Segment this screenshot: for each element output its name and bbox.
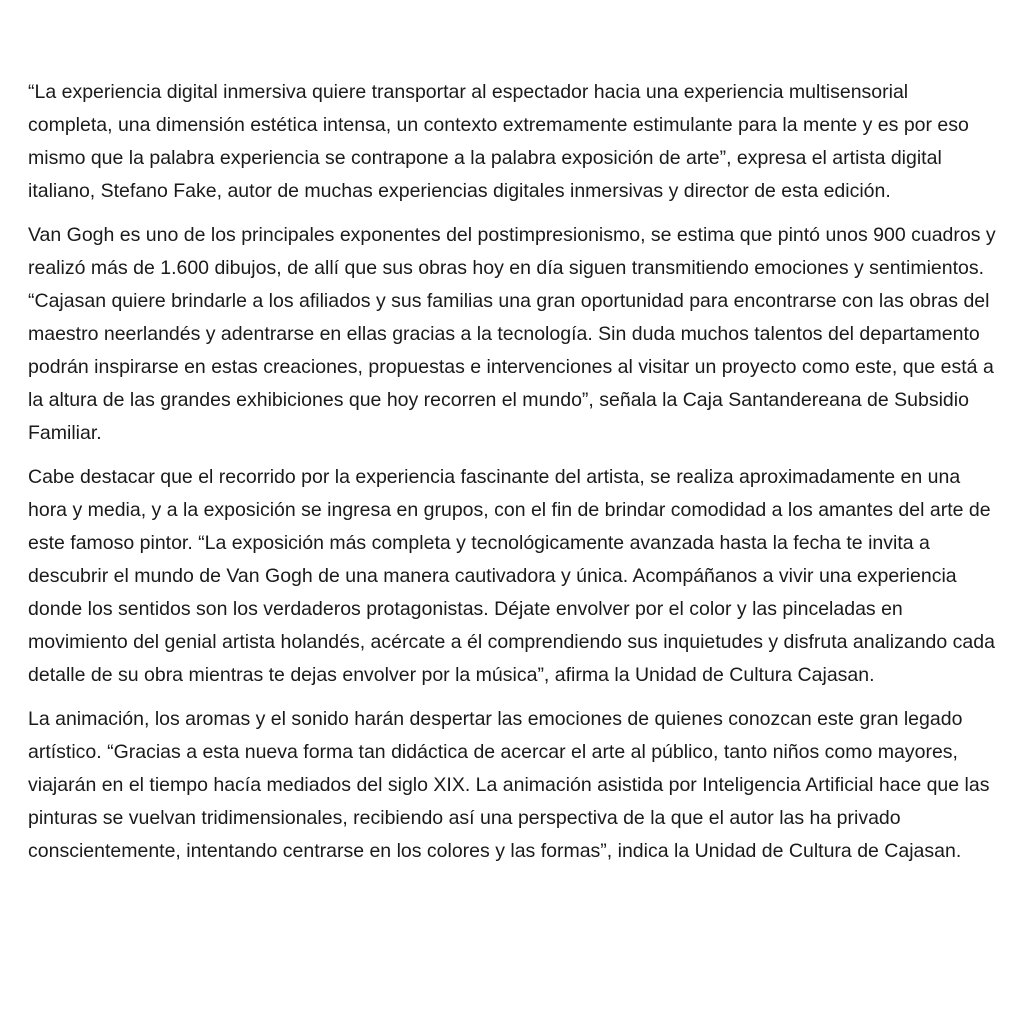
- article-paragraph-3: Cabe destacar que el recorrido por la experiencia fascinante del artista, se realiza aproximadamente en una hora y media, y a la exposición se ingresa en grupos, con el fin de brindar comodidad a los amantes del arte de este famoso pintor. “La exposición más completa y tecnológicamente avanzada hasta la fecha te invita a descubrir el mundo de Van Gogh de una manera cautivadora y única. Acompáñanos a vivir una experiencia donde los sentidos son los verdaderos protagonistas. Déjate envolver por el color y las pinceladas en movimiento del genial artista holandés, acércate a él comprendiendo sus inquietudes y disfruta analizando cada detalle de su obra mientras te dejas envolver por la música”, afirma la Unidad de Cultura Cajasan.: [28, 466, 995, 686]
- article-paragraph-1: “La experiencia digital inmersiva quiere transportar al espectador hacia una experiencia multisensorial completa, una dimensión estética intensa, un contexto extremamente estimulante para la mente y es por eso mismo que la palabra experiencia se contrapone a la palabra exposición de arte”, expresa el artista digital italiano, Stefano Fake, autor de muchas experiencias digitales inmersivas y director de esta edición.: [28, 81, 969, 202]
- article-body: [28, 76, 998, 879]
- article-paragraph-4: La animación, los aromas y el sonido harán despertar las emociones de quienes conozcan este gran legado artístico. “Gracias a esta nueva forma tan didáctica de acercar el arte al público, tanto niños como mayores, viajarán en el tiempo hacía mediados del siglo XIX. La animación asistida por Inteligencia Artificial hace que las pinturas se vuelvan tridimensionales, recibiendo así una perspectiva de la que el autor las ha privado conscientemente, intentando centrarse en los colores y las formas”, indica la Unidad de Cultura de Cajasan.: [28, 708, 990, 862]
- article-paragraph-2: Van Gogh es uno de los principales exponentes del postimpresionismo, se estima que pintó unos 900 cuadros y realizó más de 1.600 dibujos, de allí que sus obras hoy en día siguen transmitiendo emociones y sentimientos. “Cajasan quiere brindarle a los afiliados y sus familias una gran oportunidad para encontrarse con las obras del maestro neerlandés y adentrarse en ellas gracias a la tecnología. Sin duda muchos talentos del departamento podrán inspirarse en estas creaciones, propuestas e intervenciones al visitar un proyecto como este, que está a la altura de las grandes exhibiciones que hoy recorren el mundo”, señala la Caja Santandereana de Subsidio Familiar.: [28, 224, 996, 444]
